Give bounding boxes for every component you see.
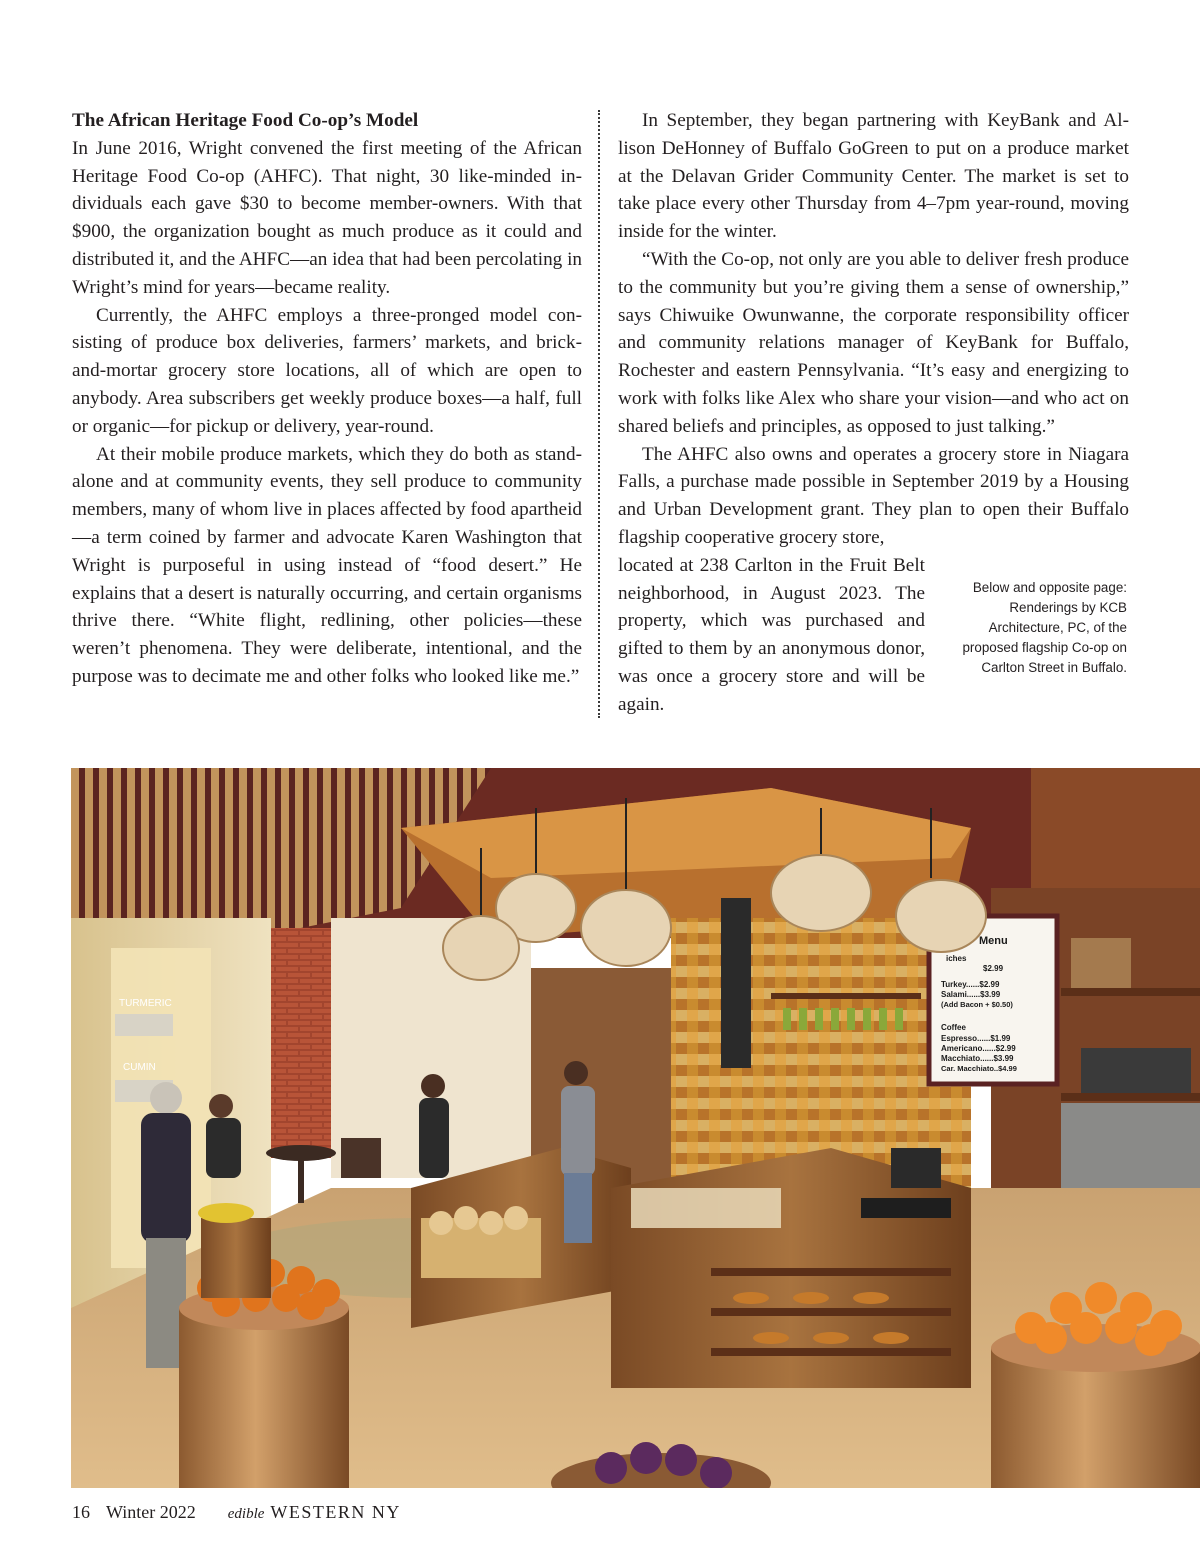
paragraph-continued: located at 238 Carlton in the Fruit Belt neighborhood, in August 2023. The property, which was purchased and gifted to them by an anonymous donor, was once a grocery store and will be again.: [618, 554, 925, 715]
brand-name: WESTERN NY: [270, 1502, 401, 1522]
store-rendering-image: [71, 768, 1200, 1488]
paragraph: “With the Co-op, not only are you able to deliver fresh produce to the community but you’re giving them a sense of ownership,” says Chiwuike Owunwanne, the corporate responsibility officer and community relations manager of KeyBank for Buffalo, Rochester and eastern Pennsylvania. “It’s easy and energizing to work with folks like Alex who share your vision—and who act on shared beliefs and principles, as opposed to just talking.”: [618, 248, 1129, 437]
page-footer: [72, 1502, 401, 1523]
shelf-label: CUMIN: [123, 1062, 156, 1073]
issue-label: Winter 2022: [106, 1502, 196, 1522]
staff-figure: [561, 1061, 595, 1243]
svg-text:iches: iches: [946, 954, 967, 963]
svg-text:Salami......$3.99: Salami......$3.99: [941, 990, 1001, 999]
section-heading: The African Heritage Food Co-op’s Model: [72, 110, 419, 131]
paragraph: In June 2016, Wright convened the first meeting of the African Heritage Food Co-op (AHFC). That night, 30 like-minded individuals each gave $30 to become member-owners. With that $900, the organization bought as much produce as it could and distributed it, and the AHFC—an idea that had been percolating in Wright’s mind for years—became reality.: [72, 137, 582, 298]
paragraph: At their mobile produce markets, which they do both as stand-alone and at community events, they sell produce to community members, many of whom live in places affected by food apartheid—a term coined by farmer and advocate Karen Washington that Wright is purposeful in using instead of “food desert.” He explains that a desert is naturally occurring, and certain organisms thrive there. “White flight, redlining, other policies—these weren’t phenomena. They were deliberate, intentional, and the purpose was to decimate me and other folks who looked like me.”: [72, 443, 582, 687]
shelf-label: TURMERIC: [119, 998, 172, 1009]
article-left-column: [72, 107, 582, 691]
svg-text:Espresso......$1.99: Espresso......$1.99: [941, 1034, 1011, 1043]
photo-caption: Below and opposite page: Renderings by KCB Architecture, PC, of the proposed flagship Co-op on Carlton Street in Buffalo.: [962, 580, 1127, 675]
svg-text:Car. Macchiato..$4.99: Car. Macchiato..$4.99: [941, 1064, 1017, 1073]
paragraph: The AHFC also owns and operates a grocery store in Niagara Falls, a purchase made possible in September 2019 by a Housing and Urban Development grant. They plan to open their Buffalo flagship cooperative grocery store,: [618, 443, 1129, 548]
svg-text:Turkey......$2.99: Turkey......$2.99: [941, 980, 1000, 989]
svg-text:Coffee: Coffee: [941, 1023, 966, 1032]
svg-text:(Add Bacon + $0.50): (Add Bacon + $0.50): [941, 1000, 1013, 1009]
page-number: 16: [72, 1502, 90, 1522]
svg-text:Menu: Menu: [979, 935, 1008, 947]
svg-text:Americano......$2.99: Americano......$2.99: [941, 1044, 1016, 1053]
paragraph: Currently, the AHFC employs a three-pronged model consisting of produce box deliveries, farmers’ markets, and brick-and-mortar grocery store locations, all of which are open to anybody. Area subscribers get weekly produce boxes—a half, full or organic—for pickup or delivery, year-round.: [72, 304, 582, 437]
svg-text:Macchiato......$3.99: Macchiato......$3.99: [941, 1054, 1014, 1063]
publication-brand: [228, 1502, 401, 1523]
svg-text:$2.99: $2.99: [983, 964, 1004, 973]
column-divider: [598, 110, 600, 718]
paragraph: In September, they began partnering with KeyBank and Allison DeHonney of Buffalo GoGreen to put on a produce market at the Delavan Grider Community Center. The market is set to take place every other Thursday from 4–7pm year-round, moving inside for the winter.: [618, 110, 1129, 243]
brand-prefix: edible: [227, 1506, 265, 1522]
